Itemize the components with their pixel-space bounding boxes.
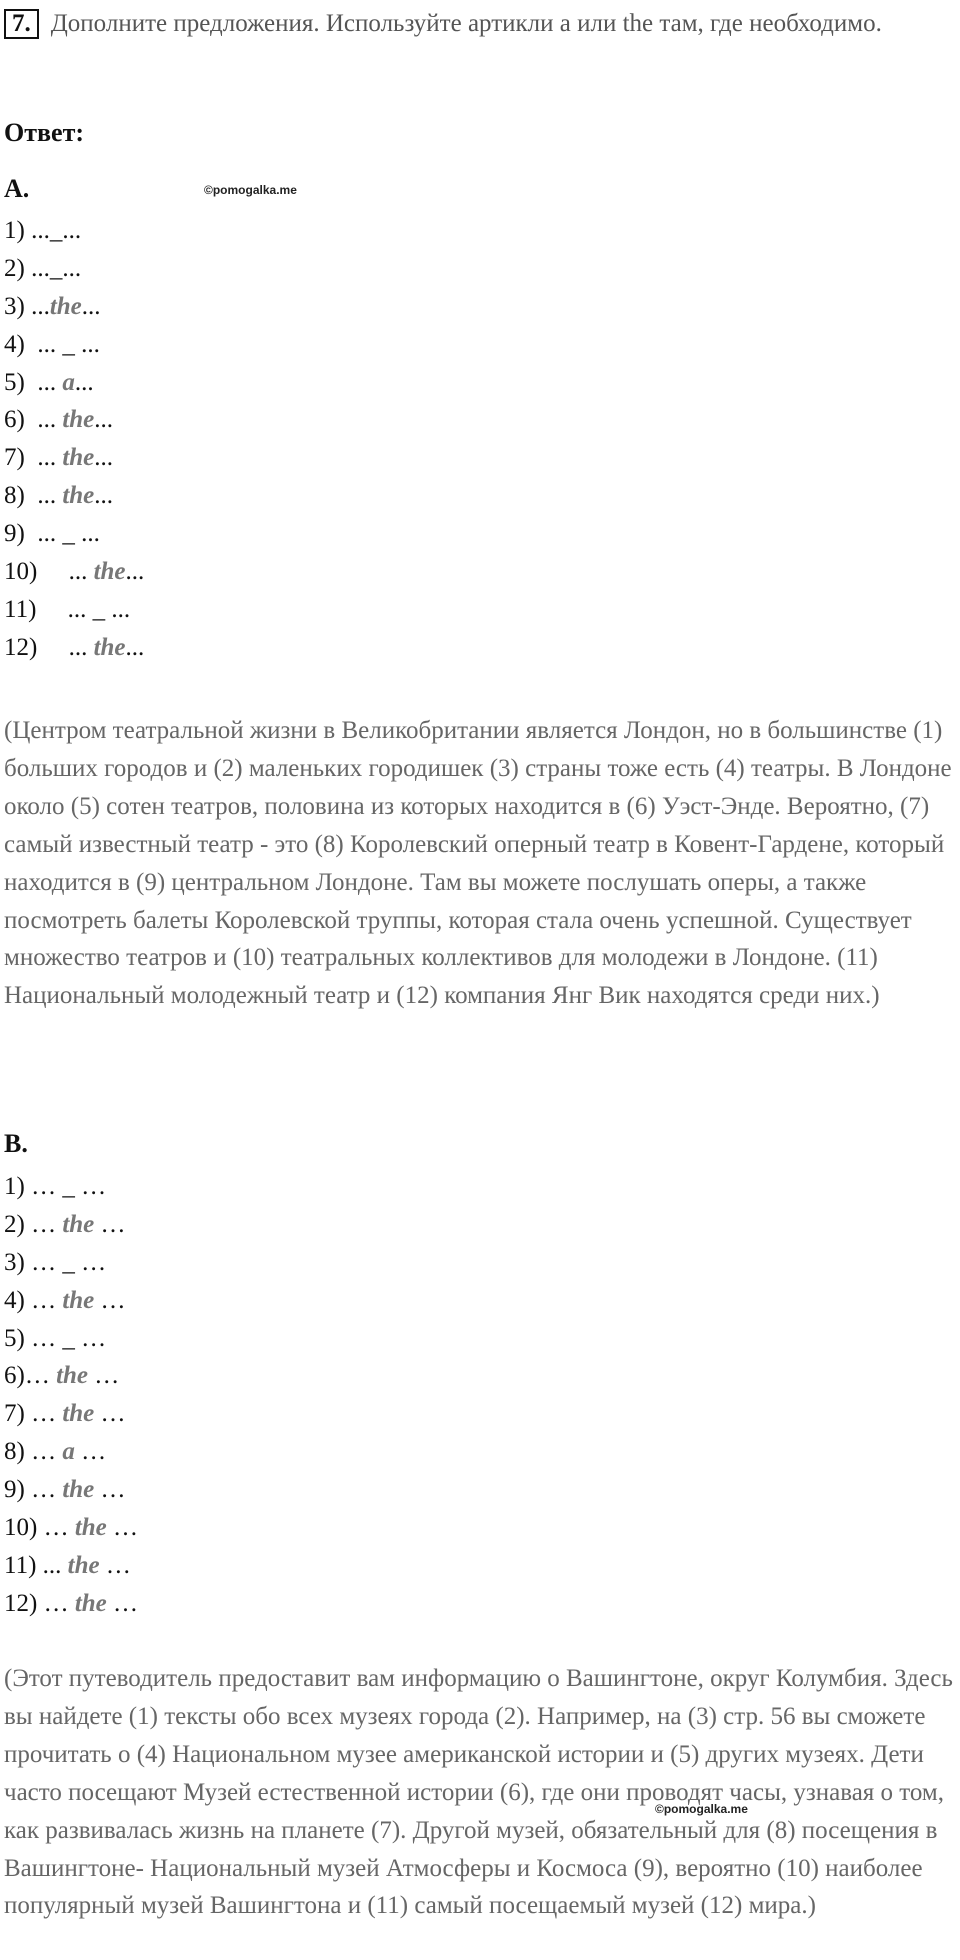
answer-suffix: ...: [94, 482, 114, 510]
task-number: 7.: [4, 9, 39, 39]
answer-item: [4, 1471, 138, 1509]
answer-item: [4, 250, 144, 288]
answer-item: [4, 364, 144, 402]
answer-item: [4, 1168, 138, 1206]
answer-prefix: 10) ...: [4, 558, 94, 586]
section-a-label: A.: [4, 174, 30, 203]
answer-prefix: 1) … _ …: [4, 1173, 107, 1200]
section-a-answers: [4, 212, 144, 667]
answer-article: the: [62, 1286, 95, 1314]
answer-item: [4, 212, 144, 250]
answer-suffix: …: [94, 1210, 126, 1238]
answer-prefix: 7) ...: [4, 444, 63, 472]
answer-item: [4, 1585, 138, 1623]
answer-item: [4, 591, 144, 629]
answer-suffix: ...: [94, 406, 114, 434]
answer-prefix: 3) … _ …: [4, 1248, 107, 1276]
answer-item: [4, 1320, 138, 1358]
answer-prefix: 10) …: [4, 1514, 75, 1542]
answer-item: [4, 1282, 138, 1320]
answer-article: a: [62, 1438, 75, 1466]
section-a-translation: (Центром театральной жизни в Великобритании является Лондон, но в большинстве (1) больших городов и (2) маленьких городишек (3) страны тоже есть (4) театры. В Лондоне около (5) сотен театров, половина из которых находится в (6) Уэст-Энде. Вероятно, (7) самый известный театр - это (8) Королевский оперный театр в Ковент-Гардене, который находится в (9) центральном Лондоне. Там вы можете послушать оперы, а также посмотреть балеты Королевской труппы, которая стала очень успешной. Существует множество театров и (10) театральных коллективов для молодежи в Лондоне. (11) Национальный молодежный театр и (12) компания Янг Вик находятся среди них.): [4, 717, 952, 1010]
answer-prefix: 6)…: [4, 1362, 57, 1390]
answer-suffix: ...: [125, 633, 145, 661]
answer-suffix: …: [94, 1400, 126, 1428]
answer-prefix: 7) …: [4, 1400, 63, 1428]
answer-article: the: [62, 406, 95, 434]
answer-prefix: 11) ...: [4, 1551, 68, 1579]
answer-prefix: 8) …: [4, 1438, 63, 1466]
watermark-top: ©pomogalka.me: [204, 183, 297, 197]
answer-prefix: 3) ...: [4, 292, 50, 320]
answer-article: the: [56, 1362, 89, 1390]
answer-item: [4, 326, 144, 364]
answer-prefix: 9) ... _ ...: [4, 520, 100, 548]
answer-item: [4, 553, 144, 591]
answer-item: [4, 515, 144, 553]
answer-article: the: [67, 1551, 100, 1579]
watermark-bottom: ©pomogalka.me: [655, 1802, 748, 1816]
answer-suffix: …: [106, 1514, 139, 1542]
answer-item: [4, 439, 144, 477]
answer-article: the: [74, 1589, 107, 1617]
answer-prefix: 5) ...: [4, 368, 63, 396]
answer-prefix: 12) ...: [4, 633, 94, 661]
answer-prefix: 4) …: [4, 1286, 63, 1314]
answer-title: Ответ:: [4, 118, 85, 147]
section-b-translation: (Этот путеводитель предоставит вам информацию о Вашингтоне, округ Колумбия. Здесь вы найдете (1) тексты обо всех музеях города (2). Например, на (3) стр. 56 вы сможете прочитать о (4) Национальном музее американской истории и (5) других музеях. Дети часто посещают Музей естественной истории (6), где они проводят часы, узнавая о том, как развивалась жизнь на планете (7). Другой музей, обязательный для (8) посещения в Вашингтоне- Национальный музей Атмосферы и Космоса (9), вероятно (10) наиболее популярный музей Вашингтона и (11) самый посещаемый музей (12) мира.): [4, 1665, 953, 1920]
answer-article: the: [62, 1400, 95, 1428]
answer-prefix: 2) …: [4, 1210, 63, 1238]
answer-item: [4, 477, 144, 515]
answer-prefix: 8) ...: [4, 482, 63, 510]
answer-prefix: 6) ...: [4, 406, 63, 434]
answer-prefix: 12) …: [4, 1589, 75, 1617]
answer-suffix: …: [74, 1438, 107, 1466]
answer-item: [4, 1433, 138, 1471]
answer-article: the: [93, 558, 126, 586]
answer-prefix: 2) ..._...: [4, 254, 82, 282]
answer-item: [4, 1357, 138, 1395]
answer-suffix: …: [94, 1286, 126, 1314]
answer-item: [4, 1395, 138, 1433]
section-b-label: B.: [4, 1129, 28, 1158]
answer-item: [4, 629, 144, 667]
answer-article: the: [74, 1514, 107, 1542]
answer-suffix: ...: [125, 558, 145, 586]
answer-article: the: [62, 444, 95, 472]
section-b-answers: [4, 1168, 138, 1623]
answer-suffix: …: [106, 1589, 139, 1617]
answer-article: the: [62, 1210, 95, 1238]
answer-suffix: …: [99, 1551, 131, 1579]
answer-article: the: [62, 1476, 95, 1504]
answer-prefix: 1) ..._...: [4, 217, 82, 244]
answer-article: a: [62, 368, 75, 396]
answer-prefix: 4) ... _ ...: [4, 330, 100, 358]
task-text: Дополните предложения. Используйте артикли a или the там, где необходимо.: [50, 10, 882, 37]
answer-prefix: 9) …: [4, 1476, 63, 1504]
answer-suffix: ...: [81, 292, 101, 320]
answer-item: [4, 288, 144, 326]
answer-article: the: [62, 482, 95, 510]
answer-suffix: …: [94, 1476, 126, 1504]
answer-article: the: [49, 292, 82, 320]
answer-suffix: ...: [94, 444, 114, 472]
answer-article: the: [93, 633, 126, 661]
task-statement: [4, 6, 904, 42]
answer-suffix: ...: [74, 368, 94, 396]
answer-item: [4, 1509, 138, 1547]
answer-item: [4, 1244, 138, 1282]
answer-item: [4, 1206, 138, 1244]
answer-prefix: 5) … _ …: [4, 1324, 107, 1352]
answer-item: [4, 401, 144, 439]
answer-prefix: 11) ... _ ...: [4, 595, 131, 623]
answer-suffix: …: [88, 1362, 120, 1390]
answer-item: [4, 1547, 138, 1585]
